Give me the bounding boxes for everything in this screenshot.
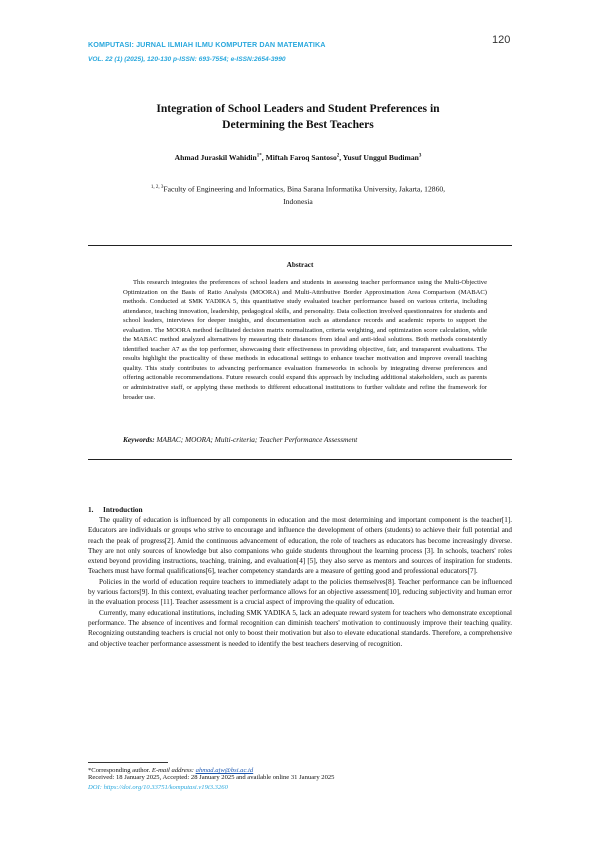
abstract-bottom-rule — [88, 459, 512, 460]
section-heading — [88, 505, 143, 514]
affil-sup: 1, 2, 3 — [150, 185, 164, 190]
affiliation — [90, 182, 506, 209]
introduction-body — [88, 515, 512, 649]
keywords — [123, 435, 487, 444]
email-link[interactable]: ahmad.ajw@bsi.ac.id — [195, 767, 254, 775]
page-number: 120 — [492, 34, 511, 46]
email-label: E-mail address: — [150, 767, 196, 775]
author-1-sup: 1* — [256, 153, 262, 159]
title-line-2: Determining the Best Teachers — [222, 117, 374, 131]
author-3: , Yusuf Unggul Budiman — [339, 153, 419, 162]
keywords-list: MABAC; MOORA; Multi-criteria; Teacher Performance Assessment — [154, 435, 358, 444]
section-number: 1. — [88, 505, 94, 514]
received-dates: Received: 18 January 2025, Accepted: 28 January 2025 and available online 31 January 2025 — [88, 774, 335, 781]
affiliation-line-2: Indonesia — [283, 197, 313, 207]
title-line-1: Integration of School Leaders and Student Preferences in — [156, 102, 440, 115]
abstract-text: This research integrates the preferences of school leaders and students in assessing teacher performance using the Multi-Objective Optimization on the Basis of Ratio Analysis (MOORA) and Multi-Attributive Border Approximation Area Comparison (MABAC) methods. Conducted at SMK YADIKA 5, this quantitative study evaluated teacher performance based on various criteria, including attendance, teaching innovation, leadership, pedagogical skills, and personality. Data collection involved questionnaires for students and school leaders, interviews for deeper insights, and documentation such as attendance records and academic reports to support the evaluation. The MOORA method facilitated decision matrix normalization, criteria weighting, and optimization score calculation, while the MABAC method analyzed alternatives by measuring their distances from ideal and anti-ideal solutions. Both methods consistently identified teacher A7 as the top performer, showcasing their effectiveness in providing objective, fair, and transparent evaluations. The results highlight the practicality of these methods in educational settings to enhance teacher motivation and improve overall teaching quality. This study contributes to advancing performance evaluation frameworks in schools by integrating diverse preferences and offering actionable recommendations. Future research could expand this approach by including additional stakeholders, such as parents or administrative staff, or applying these methods to different educational institutions to further validate and refine the framework for broader use. — [123, 279, 487, 401]
corr-label: *Corresponding author. — [88, 767, 151, 775]
abstract-heading: Abstract — [286, 261, 314, 269]
paragraph-1: The quality of education is influenced by all components in education and the most determining and important component is the teacher[1]. Educators are individuals or groups who strive to encourage and influence the development of others (students) to achieve their full potential and reach the peak of progress[2]. Amid the continuous advancement of education, the role of teachers as educators has become increasingly diverse. They are not only sources of knowledge but also companions who guide students throughout the learning process [3]. In schools, teachers' roles extend beyond providing instructions, teaching, training, and evaluation[4] [5], they also serve as mentors and sources of inspiration for students. Teachers must have formal qualifications[6], teacher competency standards are a measure of getting good and professional educators[7]. — [88, 516, 512, 576]
journal-name: KOMPUTASI: JURNAL ILMIAH ILMU KOMPUTER DAN MATEMATIKA — [88, 40, 326, 49]
section-title: Introduction — [103, 505, 143, 514]
paper-title — [90, 101, 506, 132]
author-2-sup: 2 — [336, 153, 340, 159]
doi-link[interactable]: DOI: https://doi.org/10.33751/komputasi.v19i3.3260 — [88, 784, 228, 791]
paragraph-2: Policies in the world of education require teachers to immediately adapt to the policies themselves[8]. Teacher performance can be influenced by various factors[9]. In this context, evaluating teacher performance allows for an objective assessment[10], reducing subjectivity and human error in the evaluation process [11]. Teacher assessment is a crucial aspect of improving the quality of education. — [88, 577, 512, 607]
keywords-label: Keywords: — [123, 435, 155, 444]
footnote-rule — [88, 762, 168, 763]
author-list — [90, 153, 506, 162]
author-3-sup: 3 — [418, 153, 422, 159]
paragraph-3: Currently, many educational institutions, including SMK YADIKA 5, lack an adequate reward system for teachers who demonstrate exceptional performance. The absence of incentives and formal recognition can diminish teachers' motivation to continuously improve their teaching quality. Recognizing outstanding teachers is crucial not only to boost their motivation but also to elevate educational standards. Therefore, a comprehensive and objective teacher performance assessment is needed to identify the best teachers deserving of recognition. — [88, 608, 512, 648]
author-2: , Miftah Faroq Santoso — [261, 153, 337, 162]
abstract-top-rule — [88, 245, 512, 246]
affiliation-line-1: Faculty of Engineering and Informatics, Bina Sarana Informatika University, Jakarta, 12860, — [163, 184, 446, 194]
volume-info: VOL. 22 (1) (2025), 120-130 p-ISSN: 693-7554; e-ISSN:2654-3990 — [88, 56, 286, 63]
author-1: Ahmad Juraskil Wahidin — [174, 153, 257, 162]
